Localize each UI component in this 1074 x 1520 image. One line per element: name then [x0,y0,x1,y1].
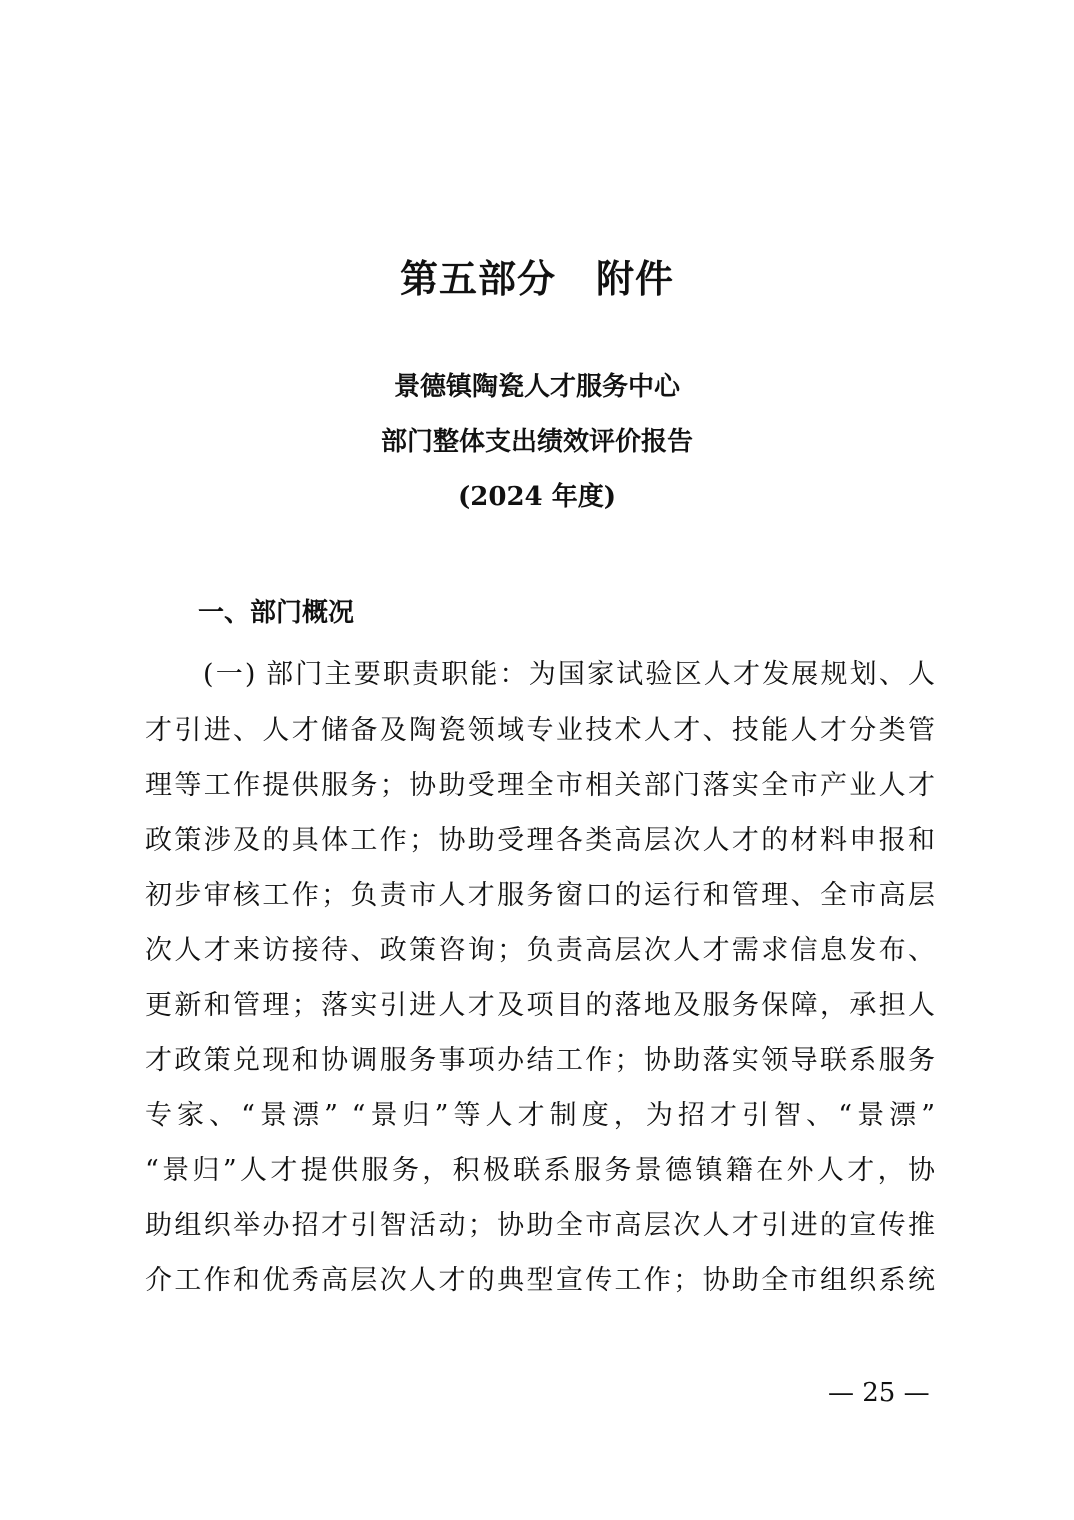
part-name: 附件 [596,256,675,301]
part-label: 第五部分 [399,256,556,301]
part-title [0,248,1074,303]
paragraph-line: 更新和管理；落实引进人才及项目的落地及服务保障，承担人 [145,990,935,1021]
report-year: (2024 年度) [457,482,617,512]
paragraph-line: 才引进、人才储备及陶瓷领域专业技术人才、技能人才分类管 [145,715,935,746]
paragraph-line: “景归”人才提供服务，积极联系服务景德镇籍在外人才，协 [145,1155,935,1186]
paragraph-line: 专家、“景漂” “景归”等人才制度，为招才引智、“景漂” [145,1100,935,1131]
paragraph-line: (一) 部门主要职责职能：为国家试验区人才发展规划、人 [203,659,935,690]
paragraph-line: 助组织举办招才引智活动；协助全市高层次人才引进的宣传推 [145,1210,935,1241]
paragraph-line: 次人才来访接待、政策咨询；负责高层次人才需求信息发布、 [145,935,935,966]
report-name: 部门整体支出绩效评价报告 [380,427,693,457]
paragraph-line: 才政策兑现和协调服务事项办结工作；协助落实领导联系服务 [145,1045,935,1076]
paragraph-line: 政策涉及的具体工作；协助受理各类高层次人才的材料申报和 [145,825,935,856]
page-number: — 25 — [828,1378,930,1408]
paragraph-line: 初步审核工作；负责市人才服务窗口的运行和管理、全市高层 [145,880,935,911]
section-heading: 一、部门概况 [198,598,355,628]
paragraph-line: 介工作和优秀高层次人才的典型宣传工作；协助全市组织系统 [145,1265,935,1296]
paragraph-line: 理等工作提供服务；协助受理全市相关部门落实全市产业人才 [145,770,935,801]
report-organization: 景德镇陶瓷人才服务中心 [393,372,680,402]
